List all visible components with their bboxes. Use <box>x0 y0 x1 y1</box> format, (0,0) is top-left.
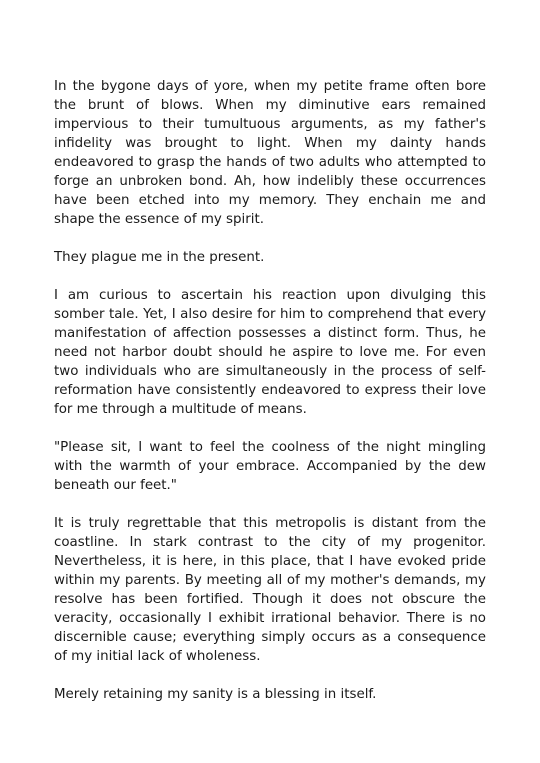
paragraph-4: "Please sit, I want to feel the coolness of the night mingling with the warmth of your embrace. Accompanied by the dew beneath our feet." <box>54 440 486 493</box>
paragraph-2: They plague me in the present. <box>54 250 265 265</box>
paragraph-5: It is truly regrettable that this metropolis is distant from the coastline. In stark contrast to the city of my progenitor. Nevertheless, it is here, in this place, that I have evoked pride within my parents. By meeting all of my mother's demands, my resolve has been fortified. Though it does not obscure the veracity, occasionally I exhibit irrational behavior. There is no discernible cause; everything simply occurs as a consequence of my initial lack of wholeness. <box>54 516 486 664</box>
paragraph-3: I am curious to ascertain his reaction upon divulging this somber tale. Yet, I also desire for him to comprehend that every manifestation of affection possesses a distinct form. Thus, he need not harbor doubt should he aspire to love me. For even two individuals who are simultaneously in the process of self-reformation have consistently endeavored to express their love for me through a multitude of means. <box>54 288 486 417</box>
document-body <box>54 77 486 723</box>
paragraph-6: Merely retaining my sanity is a blessing in itself. <box>54 687 377 702</box>
paragraph-1: In the bygone days of yore, when my petite frame often bore the brunt of blows. When my diminutive ears remained impervious to their tumultuous arguments, as my father's infidelity was brought to light. When my dainty hands endeavored to grasp the hands of two adults who attempted to forge an unbroken bond. Ah, how indelibly these occurrences have been etched into my memory. They enchain me and shape the essence of my spirit. <box>54 79 486 227</box>
